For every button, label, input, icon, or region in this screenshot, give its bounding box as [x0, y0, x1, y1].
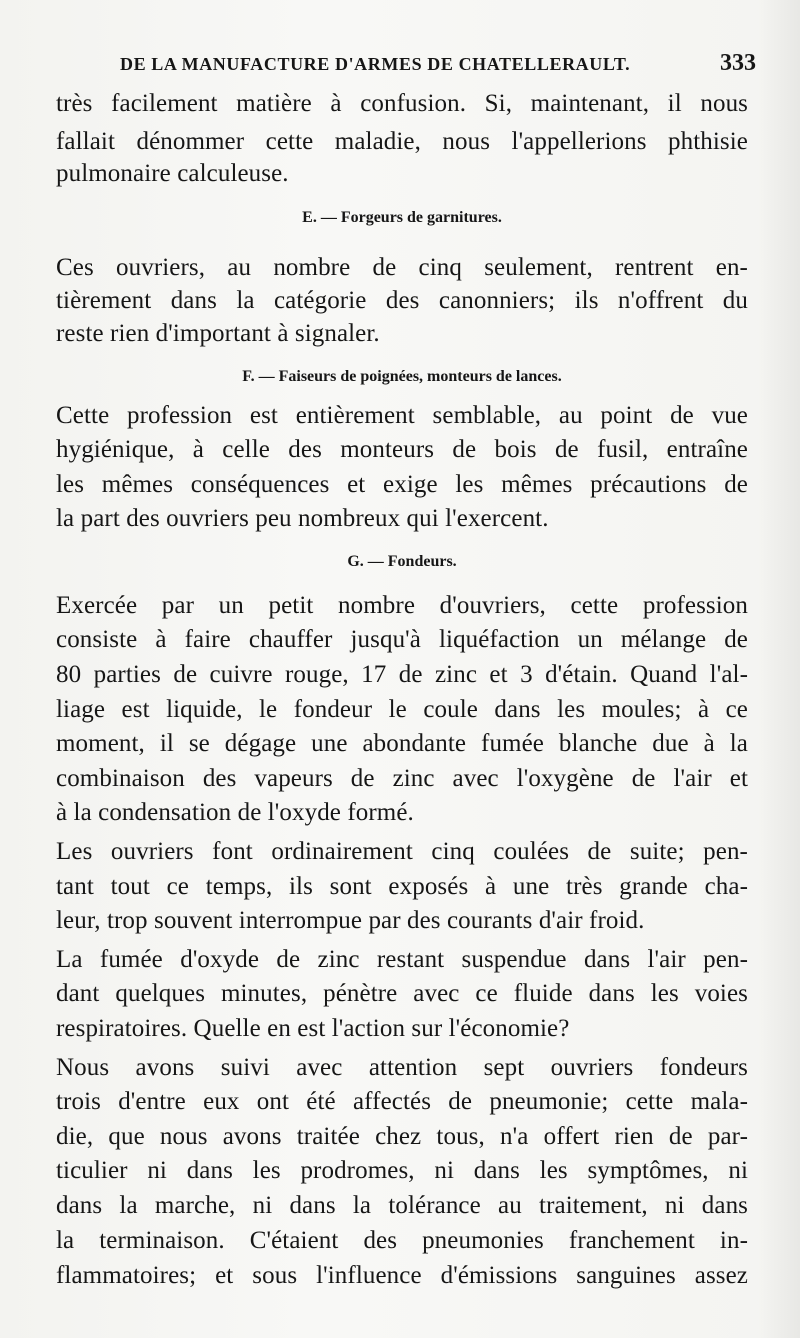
paragraph-line: tièrement dans la catégorie des canonniers; ils n'offrent du	[56, 287, 748, 314]
paragraph-line: Ces ouvriers, au nombre de cinq seulement, rentrent en-	[56, 254, 748, 281]
paragraph-line: liage est liquide, le fondeur le coule dans les moules; à ce	[56, 696, 748, 723]
section-heading-f: F. — Faiseurs de poignées, monteurs de lances.	[242, 368, 562, 385]
paragraph-line: pulmonaire calculeuse.	[56, 160, 289, 187]
paragraph-line: moment, il se dégage une abondante fumée blanche due à la	[56, 730, 748, 757]
paragraph-line: tant tout ce temps, ils sont exposés à une très grande cha-	[56, 873, 748, 900]
paragraph-line: combinaison des vapeurs de zinc avec l'oxygène de l'air et	[56, 765, 748, 792]
paragraph-line: la terminaison. C'étaient des pneumonies franchement in-	[56, 1227, 748, 1254]
paragraph-line: Les ouvriers font ordinairement cinq coulées de suite; pen-	[56, 838, 748, 865]
paragraph-line: fallait dénommer cette maladie, nous l'appellerions phthisie	[56, 128, 748, 155]
running-header	[58, 42, 758, 82]
paragraph-line: à la condensation de l'oxyde formé.	[56, 799, 414, 826]
paragraph-line: la part des ouvriers peu nombreux qui l'exercent.	[56, 505, 549, 532]
section-heading-g: G. — Fondeurs.	[347, 553, 457, 570]
running-header-title: DE LA MANUFACTURE D'ARMES DE CHATELLERAULT.	[120, 54, 631, 74]
paragraph-line: leur, trop souvent interrompue par des courants d'air froid.	[56, 907, 645, 934]
paragraph-line: flammatoires; et sous l'influence d'émissions sanguines assez	[56, 1262, 748, 1289]
paragraph-line: respiratoires. Quelle en est l'action sur l'économie?	[56, 1015, 570, 1042]
page-number: 333	[720, 50, 756, 76]
section-heading-e: E. — Forgeurs de garnitures.	[302, 209, 502, 226]
paragraph-line: ticulier ni dans les prodromes, ni dans les symptômes, ni	[56, 1157, 748, 1184]
paragraph-line: les mêmes conséquences et exige les mêmes précautions de	[56, 471, 748, 498]
paragraph-line: très facilement matière à confusion. Si, maintenant, il nous	[56, 90, 748, 117]
paragraph-line: reste rien d'important à signaler.	[56, 320, 380, 347]
paragraph-line: hygiénique, à celle des monteurs de bois de fusil, entraîne	[56, 436, 748, 463]
paragraph-line: consiste à faire chauffer jusqu'à liquéfaction un mélange de	[56, 626, 748, 653]
paragraph-line: trois d'entre eux ont été affectés de pneumonie; cette mala-	[56, 1088, 748, 1115]
paragraph-line: dant quelques minutes, pénètre avec ce fluide dans les voies	[56, 980, 748, 1007]
paragraph-line: dans la marche, ni dans la tolérance au traitement, ni dans	[56, 1192, 748, 1219]
paragraph-line: Exercée par un petit nombre d'ouvriers, cette profession	[56, 592, 748, 619]
paragraph-line: La fumée d'oxyde de zinc restant suspendue dans l'air pen-	[56, 946, 748, 973]
paragraph-line: Cette profession est entièrement semblable, au point de vue	[56, 402, 748, 429]
paragraph-line: 80 parties de cuivre rouge, 17 de zinc et 3 d'étain. Quand l'al-	[56, 661, 748, 688]
page-edge-shadow	[758, 0, 800, 1338]
paragraph-line: Nous avons suivi avec attention sept ouvriers fondeurs	[56, 1054, 748, 1081]
paragraph-line: die, que nous avons traitée chez tous, n'a offert rien de par-	[56, 1123, 748, 1150]
